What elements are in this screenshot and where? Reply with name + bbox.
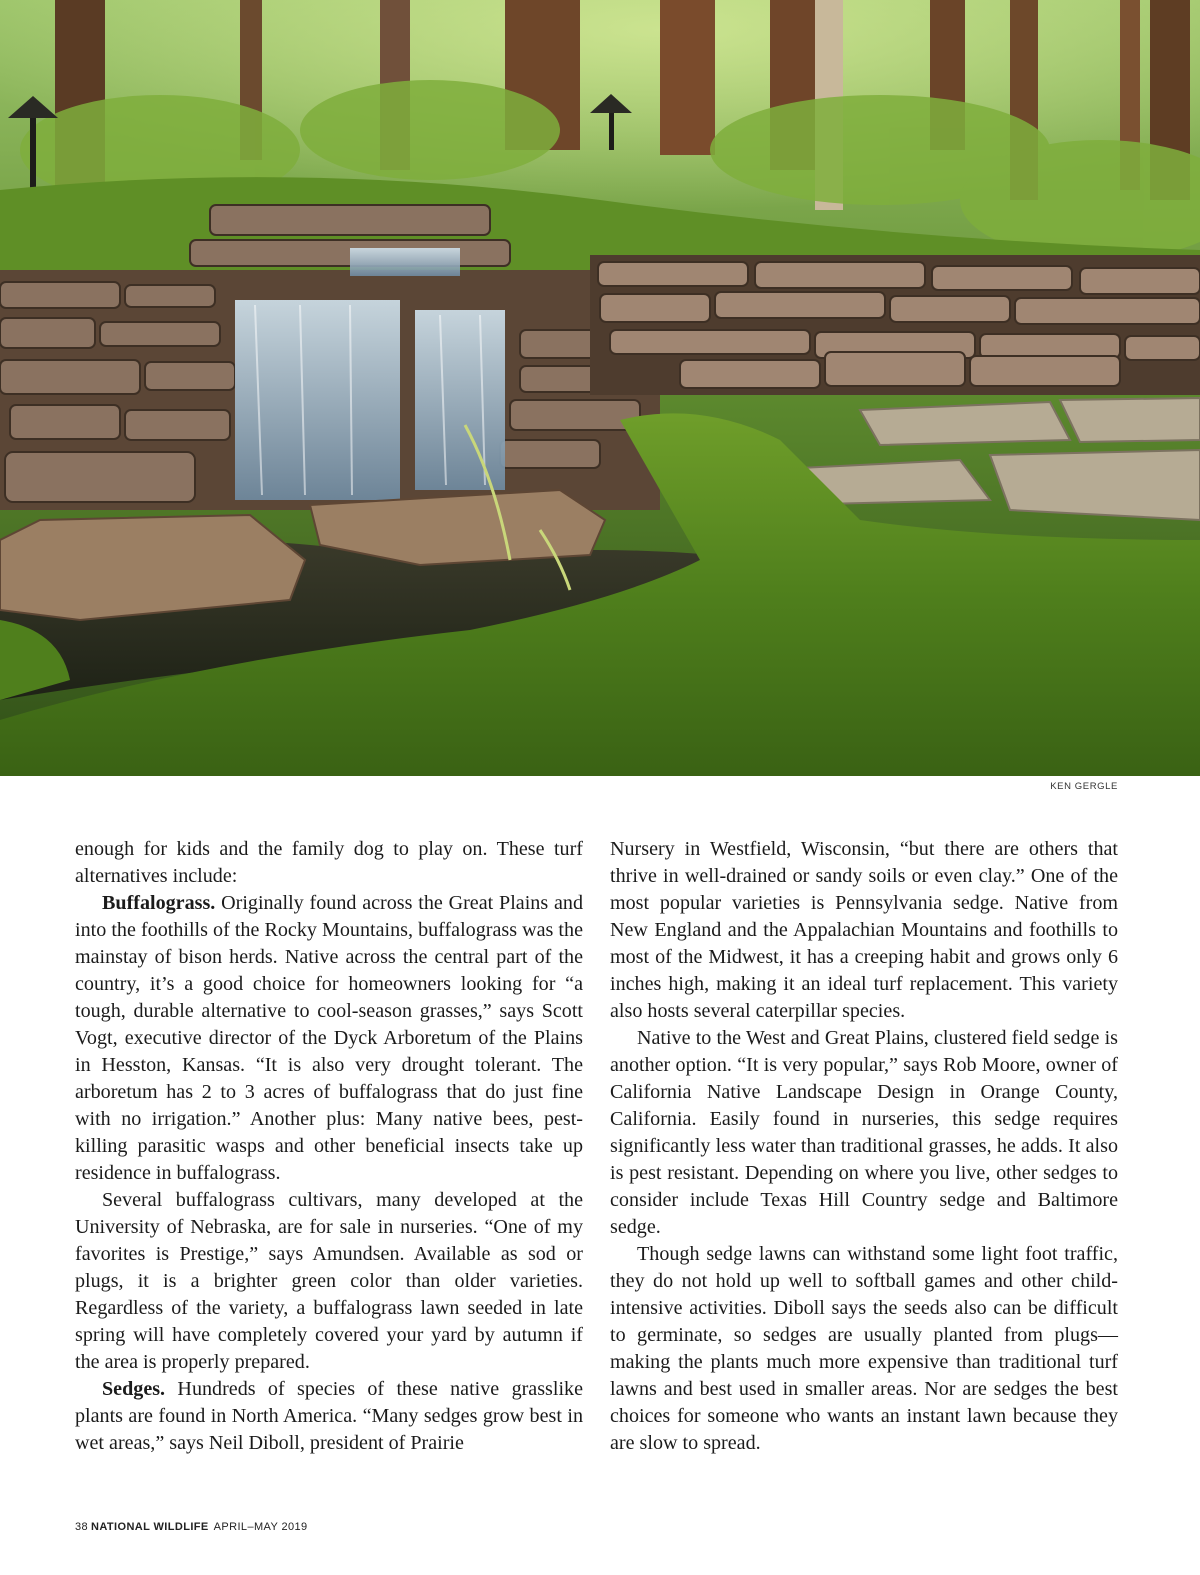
paragraph-text: Originally found across the Great Plains and into the foothills of the Rocky Mountains, buffalograss was the mainstay of bison herds. Native across the central part of the country, it’s a good choice for homeowners looking for “a tough, durable alternative to cool-season grasses,” says Scott Vogt, executive director of the Dyck Arboretum of the Plains in Hesston, Kansas. “It is also very drought tolerant. The arboretum has 2 to 3 acres of buffalograss that do just fine with no irrigation.” Another plus: Many native bees, pest-killing parasitic wasps and other beneficial insects take up residence in buffalograss. <box>75 892 583 1184</box>
page-number: 38 <box>75 1521 89 1533</box>
photo-credit: KEN GERGLE <box>1050 781 1118 792</box>
paragraph-sedges <box>75 1376 583 1457</box>
paragraph: Though sedge lawns can withstand some light foot traffic, they do not hold up well to softball games and other child-intensive activities. Diboll says the seeds also can be difficult to germinate, so sedges are usually planted from plugs—making the plants much more expensive than traditional turf lawns and best used in smaller areas. Nor are sedges the best choices for someone who wants an instant lawn because they are slow to spread. <box>610 1243 1118 1454</box>
paragraph: enough for kids and the family dog to play on. These turf alternatives include: <box>75 838 583 887</box>
article-column-left <box>75 836 583 1457</box>
paragraph-buffalograss <box>75 890 583 1187</box>
page-footer <box>75 1521 308 1533</box>
subhead-buffalograss: Buffalograss. <box>102 892 216 914</box>
garden-waterfall-illustration <box>0 0 1200 776</box>
paragraph: Several buffalograss cultivars, many developed at the University of Nebraska, are for sale in nurseries. “One of my favorites is Prestige,” says Amundsen. Available as sod or plugs, it is a brighter green color than older varieties. Regardless of the variety, a buffalograss lawn seeded in late spring will have completely covered your yard by autumn if the area is properly prepared. <box>75 1189 583 1373</box>
issue-date: APRIL–MAY 2019 <box>213 1521 308 1533</box>
hero-photo <box>0 0 1200 776</box>
subhead-sedges: Sedges. <box>102 1378 166 1400</box>
paragraph: Native to the West and Great Plains, clustered field sedge is another option. “It is very popular,” says Rob Moore, owner of California Native Landscape Design in Orange County, California. Easily found in nurseries, this sedge requires significantly less water than traditional grasses, he adds. It also is pest resistant. Depending on where you live, other sedges to consider include Texas Hill Country sedge and Baltimore sedge. <box>610 1027 1118 1238</box>
paragraph: Nursery in Westfield, Wisconsin, “but there are others that thrive in well-drained or sandy soils or even clay.” One of the most popular varieties is Pennsylvania sedge. Native from New England and the Appalachian Mountains and foothills to most of the Midwest, it has a creeping habit and grows only 6 inches high, making it an ideal turf replacement. This variety also hosts several caterpillar species. <box>610 838 1118 1022</box>
paragraph-text: Hundreds of species of these native grasslike plants are found in North America. “Many sedges grow best in wet areas,” says Neil Diboll, president of Prairie <box>75 1378 583 1454</box>
magazine-name: NATIONAL WILDLIFE <box>91 1521 209 1533</box>
article-column-right <box>610 836 1118 1457</box>
